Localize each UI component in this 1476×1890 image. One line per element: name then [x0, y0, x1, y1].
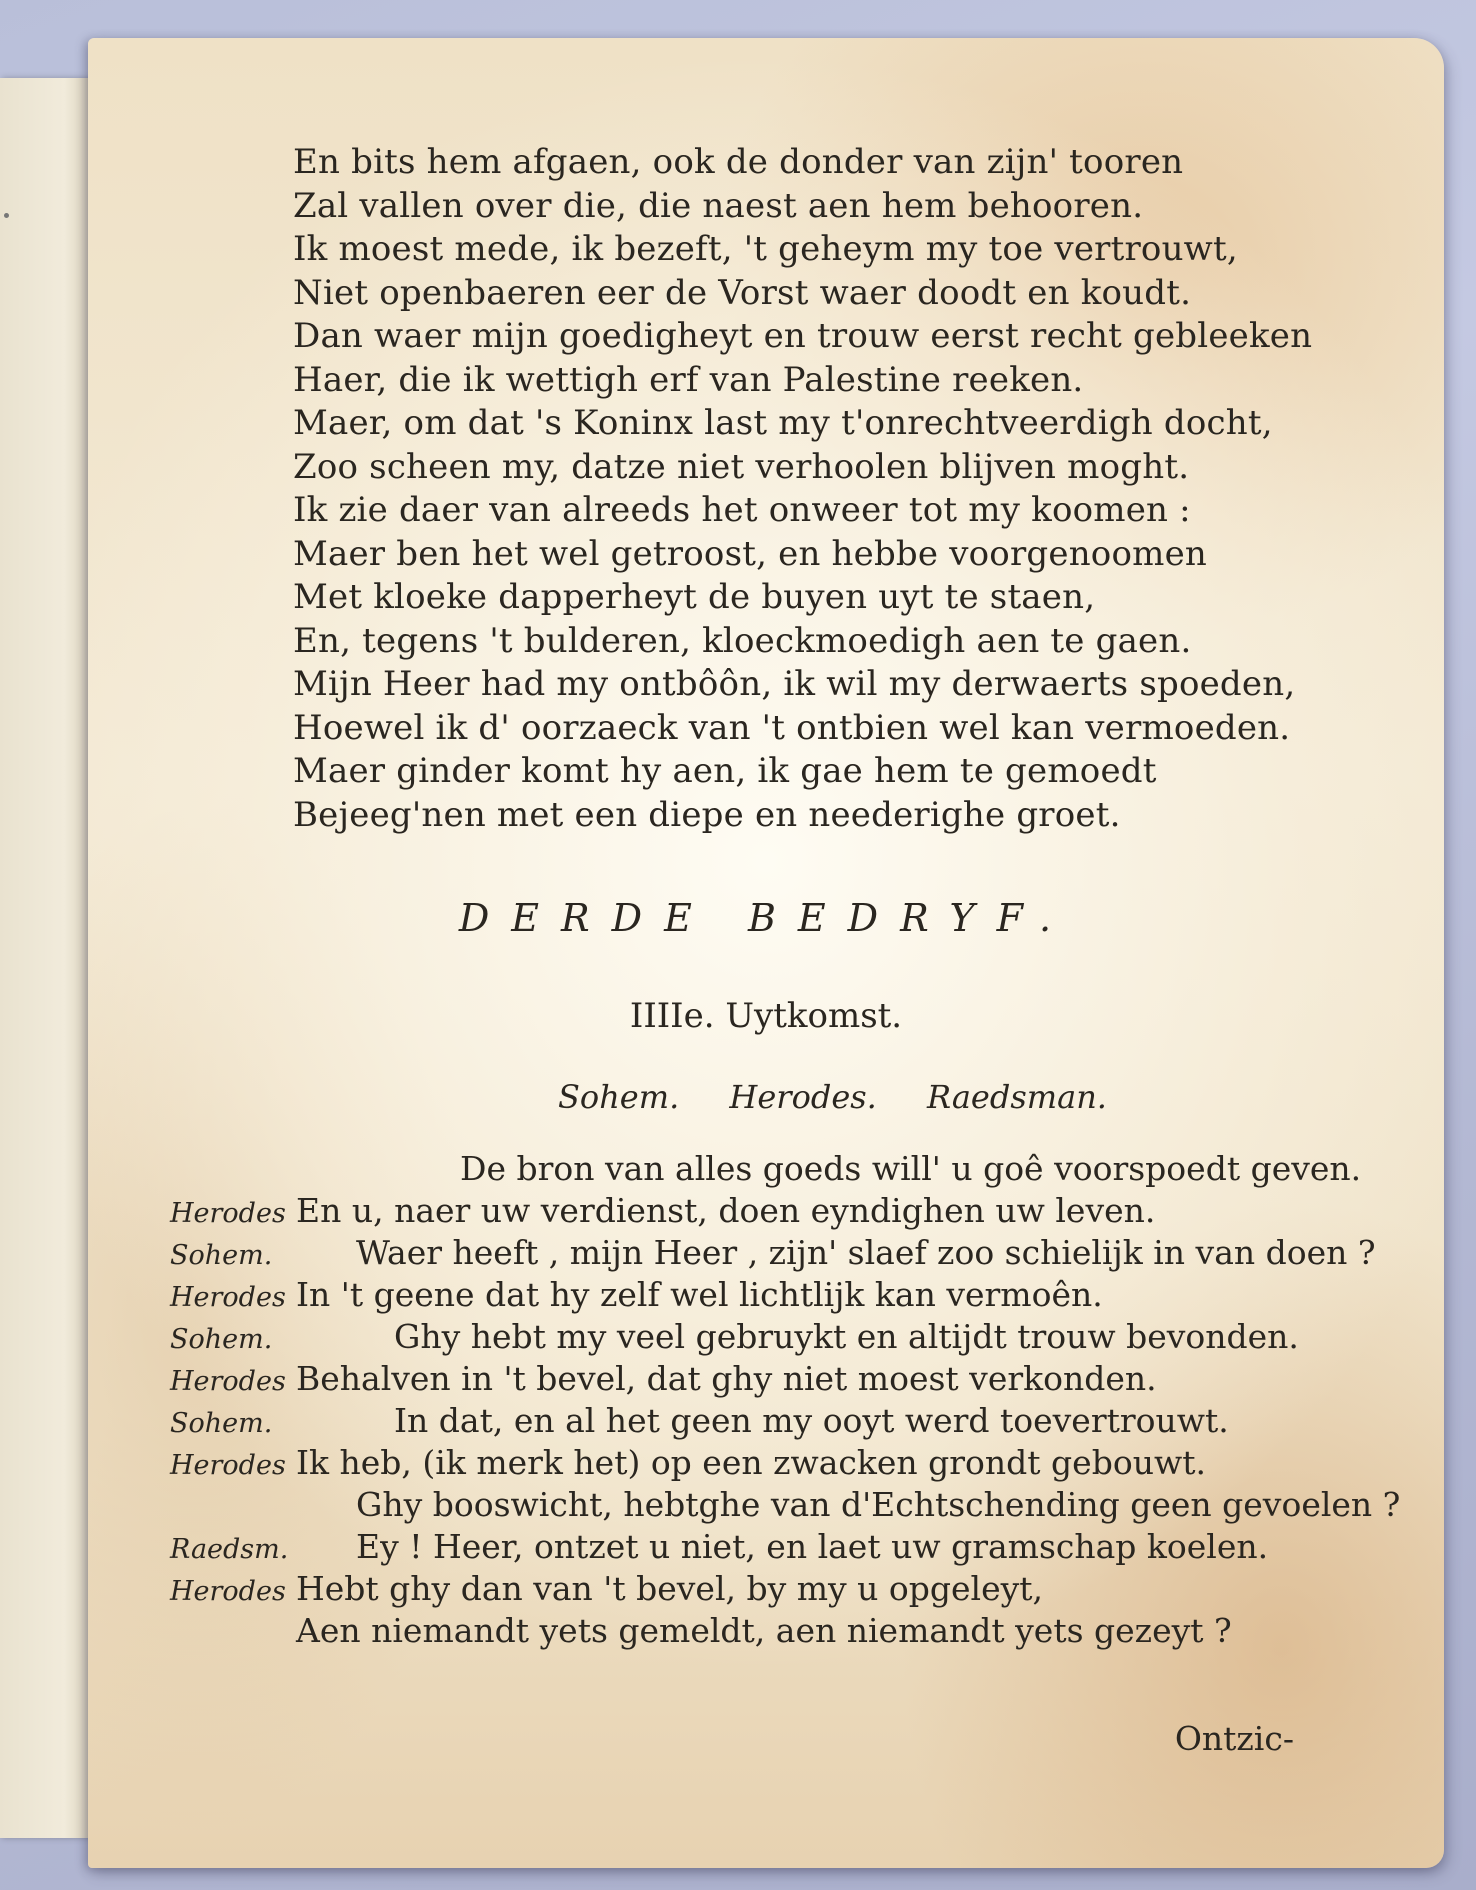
speaker-label: Sohem.: [170, 1324, 273, 1355]
verse-line: Maer ginder komt hy aen, ik gae hem te gemoedt: [293, 751, 1157, 791]
speech-text: De bron van alles goeds will' u goê voorspoedt geven.: [460, 1149, 1362, 1188]
verse-line: Maer ben het wel getroost, en hebbe voorgenoomen: [293, 533, 1208, 574]
speech-text: Ik heb, (ik merk het) op een zwacken grondt gebouwt.: [296, 1443, 1206, 1482]
verse-line: Ik zie daer van alreeds het onweer tot my koomen :: [293, 490, 1191, 530]
dialogue-line: [170, 1610, 1400, 1652]
catchword: Ontzic-: [1174, 1719, 1294, 1758]
speaker-label: Sohem.: [170, 1408, 273, 1439]
verse-line: En, tegens 't bulderen, kloeckmoedigh aen te gaen.: [293, 620, 1192, 661]
verse-line: Dan waer mijn goedigheyt en trouw eerst recht gebleeken: [293, 316, 1313, 356]
dialogue-block: [170, 1148, 1400, 1652]
verse-line: Zal vallen over die, die naest aen hem behooren.: [293, 185, 1144, 226]
verse-line: Ik moest mede, ik bezeft, 't geheym my toe vertrouwt,: [293, 229, 1238, 269]
speech-text: Ghy booswicht, hebtghe van d'Echtschending geen gevoelen ?: [356, 1485, 1401, 1524]
scene-heading: IIIIe. Uytkomst.: [629, 996, 903, 1036]
dialogue-line: [170, 1358, 1400, 1400]
verse-line: Niet openbaeren eer de Vorst waer doodt en koudt.: [293, 272, 1192, 313]
speaker-label: Herodes: [170, 1198, 286, 1229]
speaker-label: Herodes: [170, 1576, 286, 1607]
page-mark: [4, 213, 9, 218]
act-heading: DERDE BEDRYF.: [458, 896, 1074, 940]
verse-line: Haer, die ik wettigh erf van Palestine reeken.: [293, 359, 1084, 400]
speech-text: Behalven in 't bevel, dat ghy niet moest verkonden.: [296, 1359, 1157, 1398]
person-name: Raedsman.: [927, 1078, 1107, 1116]
verse-line: Zoo scheen my, datze niet verhoolen blijven moght.: [293, 446, 1190, 487]
dialogue-line: [170, 1316, 1400, 1358]
verse-line: Hoewel ik d' oorzaeck van 't ontbien wel kan vermoeden.: [293, 707, 1291, 748]
speaker-label: Sohem.: [170, 1240, 273, 1271]
dramatis-personae: [558, 1078, 1147, 1116]
speech-text: Ey ! Heer, ontzet u niet, en laet uw gramschap koelen.: [356, 1527, 1269, 1566]
dialogue-line: [170, 1148, 1400, 1190]
speech-text: In dat, en al het geen my ooyt werd toevertrouwt.: [394, 1401, 1229, 1440]
verse-line: Mijn Heer had my ontbôôn, ik wil my derwaerts spoeden,: [293, 664, 1296, 704]
dialogue-line: [170, 1568, 1400, 1610]
left-page-edge: [0, 78, 92, 1838]
speech-text: In 't geene dat hy zelf wel lichtlijk kan vermoên.: [296, 1275, 1103, 1314]
dialogue-line: [170, 1274, 1400, 1316]
verse-block: [293, 141, 1312, 837]
verse-line: Bejeeg'nen met een diepe en neederighe groet.: [293, 794, 1121, 835]
book-page: [88, 38, 1444, 1868]
verse-line: Maer, om dat 's Koninx last my t'onrechtveerdigh docht,: [293, 403, 1273, 443]
speech-text: En u, naer uw verdienst, doen eyndighen uw leven.: [296, 1191, 1156, 1230]
speech-text: Ghy hebt my veel gebruykt en altijdt trouw bevonden.: [394, 1317, 1299, 1356]
person-name: Herodes.: [729, 1078, 877, 1116]
speaker-label: Herodes: [170, 1450, 286, 1481]
dialogue-line: [170, 1190, 1400, 1232]
dialogue-line: [170, 1232, 1400, 1274]
speaker-label: Herodes: [170, 1282, 286, 1313]
dialogue-line: [170, 1400, 1400, 1442]
speaker-label: Herodes: [170, 1366, 286, 1397]
dialogue-line: [170, 1442, 1400, 1484]
dialogue-line: [170, 1526, 1400, 1568]
speech-text: Aen niemandt yets gemeldt, aen niemandt yets gezeyt ?: [296, 1611, 1232, 1650]
dialogue-line: [170, 1484, 1400, 1526]
verse-line: En bits hem afgaen, ook de donder van zijn' tooren: [293, 142, 1184, 182]
person-name: Sohem.: [558, 1078, 680, 1116]
speaker-label: Raedsm.: [170, 1534, 289, 1565]
verse-line: Met kloeke dapperheyt de buyen uyt te staen,: [293, 577, 1096, 617]
speech-text: Hebt ghy dan van 't bevel, by my u opgeleyt,: [296, 1569, 1044, 1608]
speech-text: Waer heeft , mijn Heer , zijn' slaef zoo schielijk in van doen ?: [356, 1233, 1376, 1272]
